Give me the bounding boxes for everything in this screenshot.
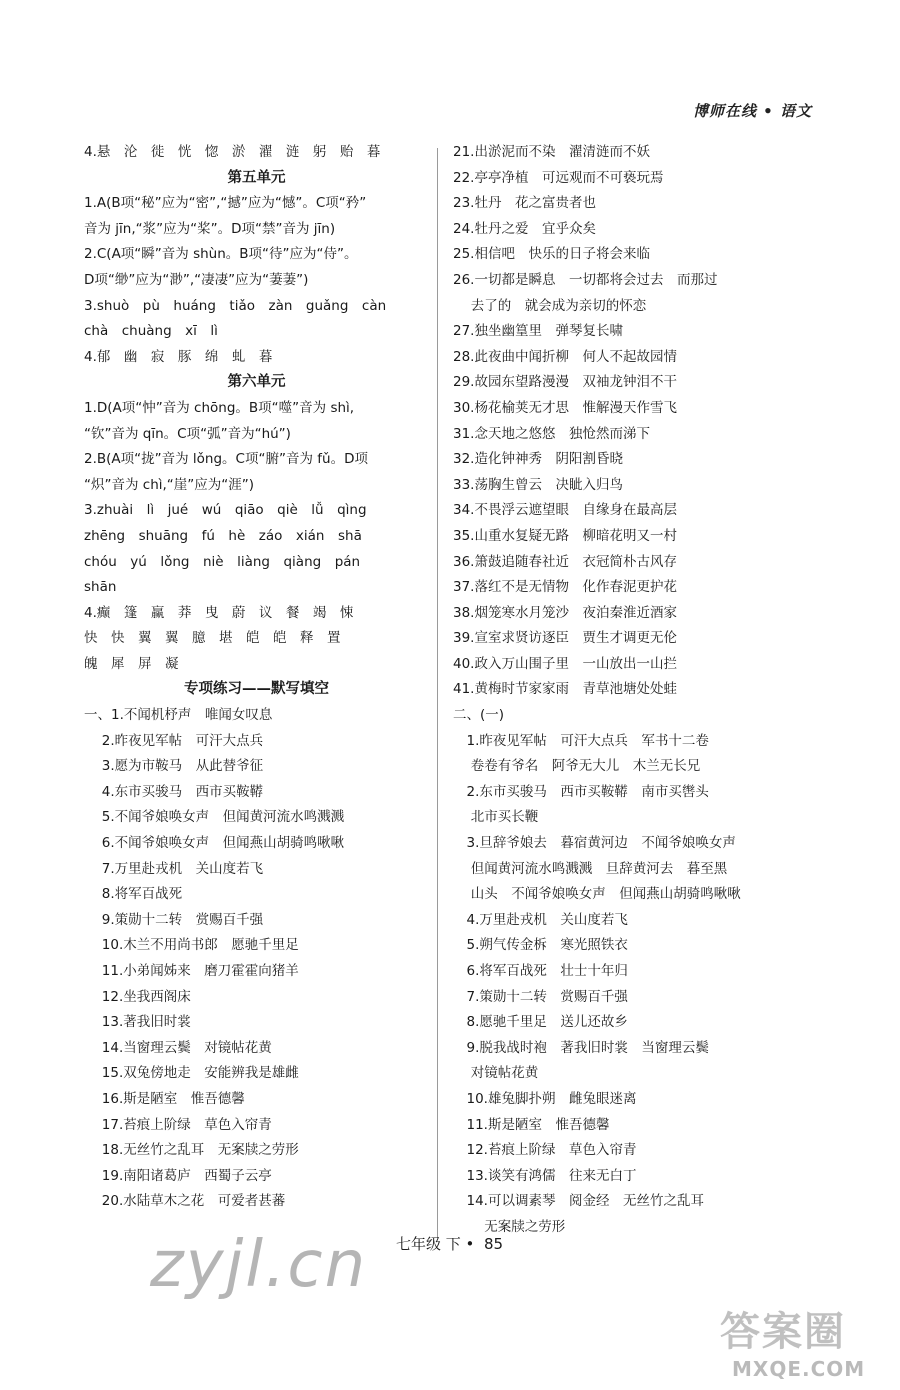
answer-line: zhēng shuāng fú hè záo xián shā: [84, 527, 362, 544]
answer-line: 2.C(A项“瞬”音为 shùn。B项“待”应为“侍”。: [84, 246, 358, 263]
answer-line: 音为 jīn,“浆”应为“桨”。D项“禁”音为 jīn): [84, 220, 336, 237]
answer-line: 7.万里赴戎机 关山度若飞: [84, 860, 264, 877]
answer-line: 28.此夜曲中闻折柳 何人不起故园情: [453, 348, 677, 365]
answer-line: 但闻黄河流水鸣溅溅 旦辞黄河去 暮至黑: [453, 860, 728, 877]
answer-line: 39.宣室求贤访逐臣 贾生才调更无伦: [453, 630, 677, 647]
answer-line: 2.昨夜见军帖 可汗大点兵: [84, 732, 264, 749]
answer-line: 19.南阳诸葛庐 西蜀子云亭: [84, 1167, 272, 1184]
answer-line: 17.苔痕上阶绿 草色入帘青: [84, 1116, 272, 1133]
answer-line: 36.箫鼓追随春社近 衣冠简朴古风存: [453, 553, 677, 570]
answer-line: 32.造化钟神秀 阴阳割昏晓: [453, 451, 623, 468]
answer-line: 12.苔痕上阶绿 草色入帘青: [453, 1142, 637, 1159]
answer-line: 3.旦辞爷娘去 暮宿黄河边 不闻爷娘唤女声: [453, 835, 736, 852]
answer-line: 快 快 翼 翼 臆 堪 皑 皑 释 置: [84, 630, 341, 647]
answer-line: 3.愿为市鞍马 从此替爷征: [84, 758, 264, 775]
page-footer: [396, 1233, 503, 1254]
answer-line: 8.将军百战死: [84, 886, 183, 903]
answer-line: 14.可以调素琴 阅金经 无丝竹之乱耳: [453, 1193, 704, 1210]
answer-line: 13.著我旧时裳: [84, 1014, 191, 1031]
section-heading: 第五单元: [227, 169, 286, 186]
answer-line: 6.将军百战死 壮士十年归: [453, 963, 628, 979]
watermark-mxqe-domain: MXQE.COM: [732, 1357, 866, 1381]
answer-line: 北市买长鞭: [453, 809, 539, 826]
answer-line: 11.小弟闻姊来 磨刀霍霍向猪羊: [84, 963, 299, 979]
answer-line: 7.策勋十二转 赏赐百千强: [453, 988, 628, 1005]
answer-line: 6.不闻爷娘唤女声 但闻燕山胡骑鸣啾啾: [84, 835, 345, 852]
answer-line: 8.愿驰千里足 送儿还故乡: [453, 1014, 628, 1031]
answer-line: 魄 犀 屏 凝: [84, 655, 179, 672]
answer-line: 30.杨花榆荚无才思 惟解漫天作雪飞: [453, 399, 677, 416]
answer-line: “炽”音为 chì,“崖”应为“涯”): [84, 476, 255, 493]
answer-line: 25.相信吧 快乐的日子将会来临: [453, 246, 650, 263]
watermark-mxqe: [720, 1300, 890, 1380]
answer-line: 41.黄梅时节家家雨 青草池塘处处蛙: [453, 681, 677, 698]
left-column: [84, 140, 429, 1215]
answer-line: 4.东市买骏马 西市买鞍鞯: [84, 783, 264, 800]
answer-line: 35.山重水复疑无路 柳暗花明又一村: [453, 527, 677, 544]
answer-line: 24.牡丹之爱 宜乎众矣: [453, 220, 596, 237]
watermark-zyjl: zyjl.cn: [150, 1228, 368, 1302]
answer-line: 37.落红不是无情物 化作春泥更护花: [453, 579, 677, 596]
answer-line: 4.郁 幽 寂 豚 绵 虬 暮: [84, 348, 273, 365]
answer-line: D项“缈”应为“渺”,“凄凄”应为“萋萋”): [84, 271, 309, 288]
answer-line: 21.出淤泥而不染 濯清涟而不妖: [453, 144, 650, 160]
answer-line: 卷卷有爷名 阿爷无大儿 木兰无长兄: [453, 758, 701, 775]
answer-line: 对镜帖花黄: [453, 1065, 539, 1082]
answer-line: 3.zhuài lì jué wú qiāo qiè lǚ qìng: [84, 502, 367, 519]
answer-line: 26.一切都是瞬息 一切都将会过去 而那过: [453, 271, 718, 288]
answer-line: 33.荡胸生曾云 决眦入归鸟: [453, 476, 623, 493]
answer-line: 9.策勋十二转 赏赐百千强: [84, 911, 264, 928]
answer-line: 31.念天地之悠悠 独怆然而涕下: [453, 425, 650, 442]
answer-line: 2.东市买骏马 西市买鞍鞯 南市买辔头: [453, 783, 709, 800]
answer-line: 4.万里赴戎机 关山度若飞: [453, 911, 628, 928]
answer-line: 38.烟笼寒水月笼沙 夜泊秦淮近酒家: [453, 604, 677, 621]
answer-line: 3.shuò pù huáng tiǎo zàn guǎng càn: [84, 297, 387, 314]
answer-line: 4.癫 篷 赢 莽 曳 蔚 议 餐 竭 悚: [84, 604, 354, 621]
answer-line: 9.脱我战时袍 著我旧时裳 当窗理云鬓: [453, 1039, 709, 1056]
section-heading: 专项练习——默写填空: [184, 681, 329, 698]
answer-line: 1.D(A项“忡”音为 chōng。B项“噬”音为 shì,: [84, 399, 355, 416]
watermark-mxqe-title: 答案圈: [720, 1309, 846, 1355]
answer-line: 4.悬 沦 徙 恍 惚 淤 濯 涟 躬 贻 暮: [84, 144, 381, 160]
answer-line: 1.昨夜见军帖 可汗大点兵 军书十二卷: [453, 732, 709, 749]
right-column: [453, 140, 803, 1241]
answer-line: 10.雄兔脚扑朔 雌兔眼迷离: [453, 1090, 637, 1107]
answer-line: 5.不闻爷娘唤女声 但闻黄河流水鸣溅溅: [84, 809, 345, 826]
answer-line: 一、1.不闻机杼声 唯闻女叹息: [84, 707, 273, 724]
page-header-title: 博师在线 • 语文: [692, 102, 812, 120]
answer-line: 去了的 就会成为亲切的怀恋: [453, 297, 647, 314]
answer-line: 11.斯是陋室 惟吾德馨: [453, 1116, 610, 1133]
answer-line: 27.独坐幽篁里 弹琴复长啸: [453, 323, 623, 340]
answer-line: shān: [84, 579, 117, 596]
answer-line: 23.牡丹 花之富贵者也: [453, 195, 596, 212]
answer-line: 1.A(B项“秘”应为“密”,“撼”应为“憾”。C项“矜”: [84, 195, 367, 212]
answer-line: 40.政入万山围子里 一山放出一山拦: [453, 655, 677, 672]
answer-line: 34.不畏浮云遮望眼 自缘身在最高层: [453, 502, 677, 519]
section-heading: 第六单元: [227, 374, 286, 391]
answer-line: 二、(一): [453, 707, 505, 724]
footer-grade: 七年级 下 •: [396, 1235, 475, 1253]
answer-line: 15.双兔傍地走 安能辨我是雄雌: [84, 1065, 299, 1082]
answer-line: 22.亭亭净植 可远观而不可亵玩焉: [453, 169, 664, 186]
answer-line: 12.坐我西阁床: [84, 988, 191, 1005]
answer-line: 18.无丝竹之乱耳 无案牍之劳形: [84, 1142, 299, 1159]
answer-line: chà chuàng xī lì: [84, 323, 218, 340]
answer-line: 无案牍之劳形: [453, 1218, 566, 1235]
column-divider: [437, 148, 438, 1238]
answer-line: 10.木兰不用尚书郎 愿驰千里足: [84, 937, 299, 954]
answer-line: 5.朔气传金柝 寒光照铁衣: [453, 937, 628, 954]
answer-line: 29.故园东望路漫漫 双袖龙钟泪不干: [453, 374, 677, 391]
answer-line: 2.B(A项“拢”音为 lǒng。C项“腑”音为 fǔ。D项: [84, 451, 368, 468]
answer-line: 13.谈笑有鸿儒 往来无白丁: [453, 1167, 637, 1184]
answer-line: “钦”音为 qīn。C项“弧”音为“hú”): [84, 425, 291, 442]
answer-line: 20.水陆草木之花 可爱者甚蕃: [84, 1193, 286, 1210]
answer-line: 14.当窗理云鬓 对镜帖花黄: [84, 1039, 272, 1056]
footer-page-number: 85: [483, 1235, 504, 1253]
answer-line: 山头 不闻爷娘唤女声 但闻燕山胡骑鸣啾啾: [453, 886, 741, 903]
answer-line: chóu yú lǒng niè liàng qiàng pán: [84, 553, 361, 570]
answer-line: 16.斯是陋室 惟吾德馨: [84, 1090, 245, 1107]
